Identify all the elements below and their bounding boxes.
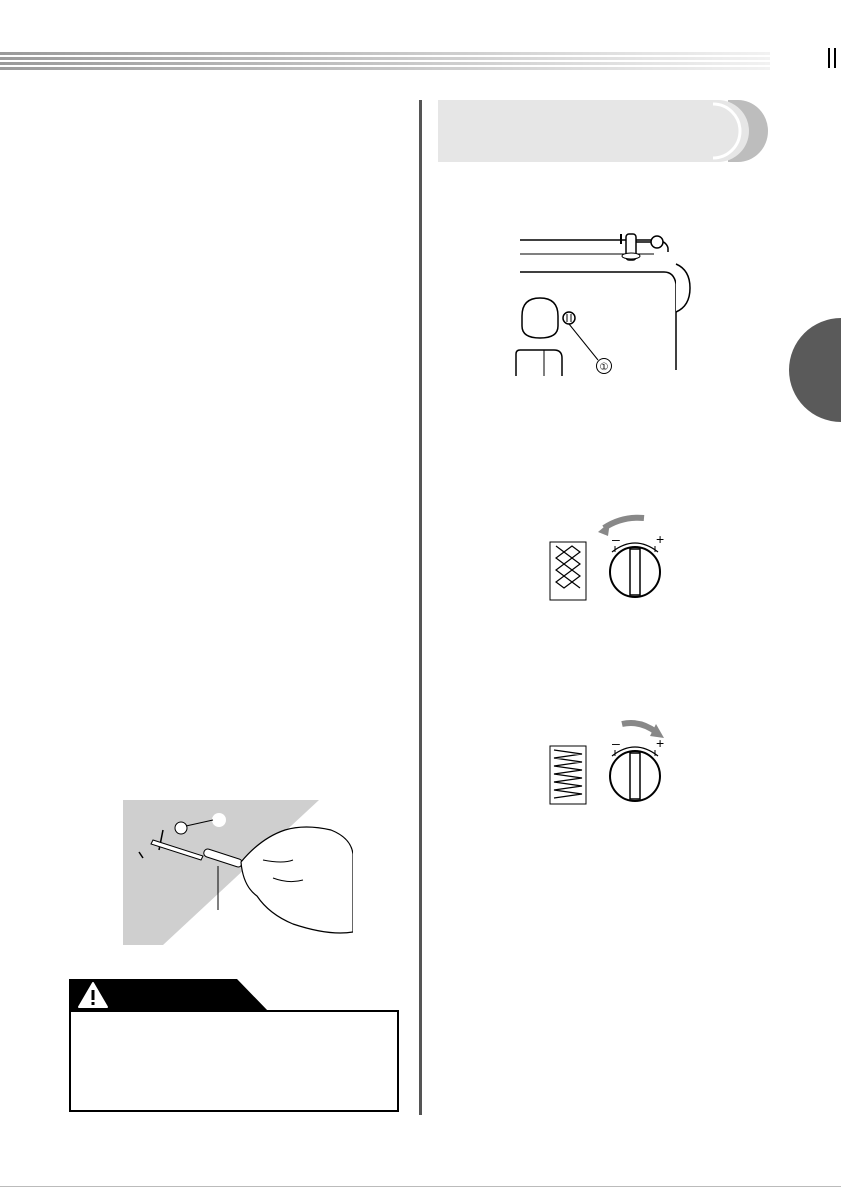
header-gradient-rule <box>0 52 770 74</box>
header-edge-mark <box>828 48 830 68</box>
dial-plus-label: + <box>656 735 665 751</box>
dial-minus-label: – <box>612 735 620 751</box>
warning-box <box>69 1010 399 1112</box>
section-heading <box>452 118 712 146</box>
callout-number: ① <box>599 362 609 373</box>
seam-ripper-illustration <box>123 800 353 945</box>
column-divider <box>419 100 422 1115</box>
narrow-zigzag-illustration <box>546 508 672 604</box>
bottom-rule <box>0 1186 841 1187</box>
header-edge-mark <box>834 48 836 68</box>
dial-minus-label: – <box>612 531 620 547</box>
chapter-tab <box>784 318 841 422</box>
machine-top-illustration <box>514 228 694 376</box>
warning-label <box>118 986 238 1006</box>
wide-zigzag-illustration <box>546 712 672 808</box>
dial-plus-label: + <box>656 531 665 547</box>
